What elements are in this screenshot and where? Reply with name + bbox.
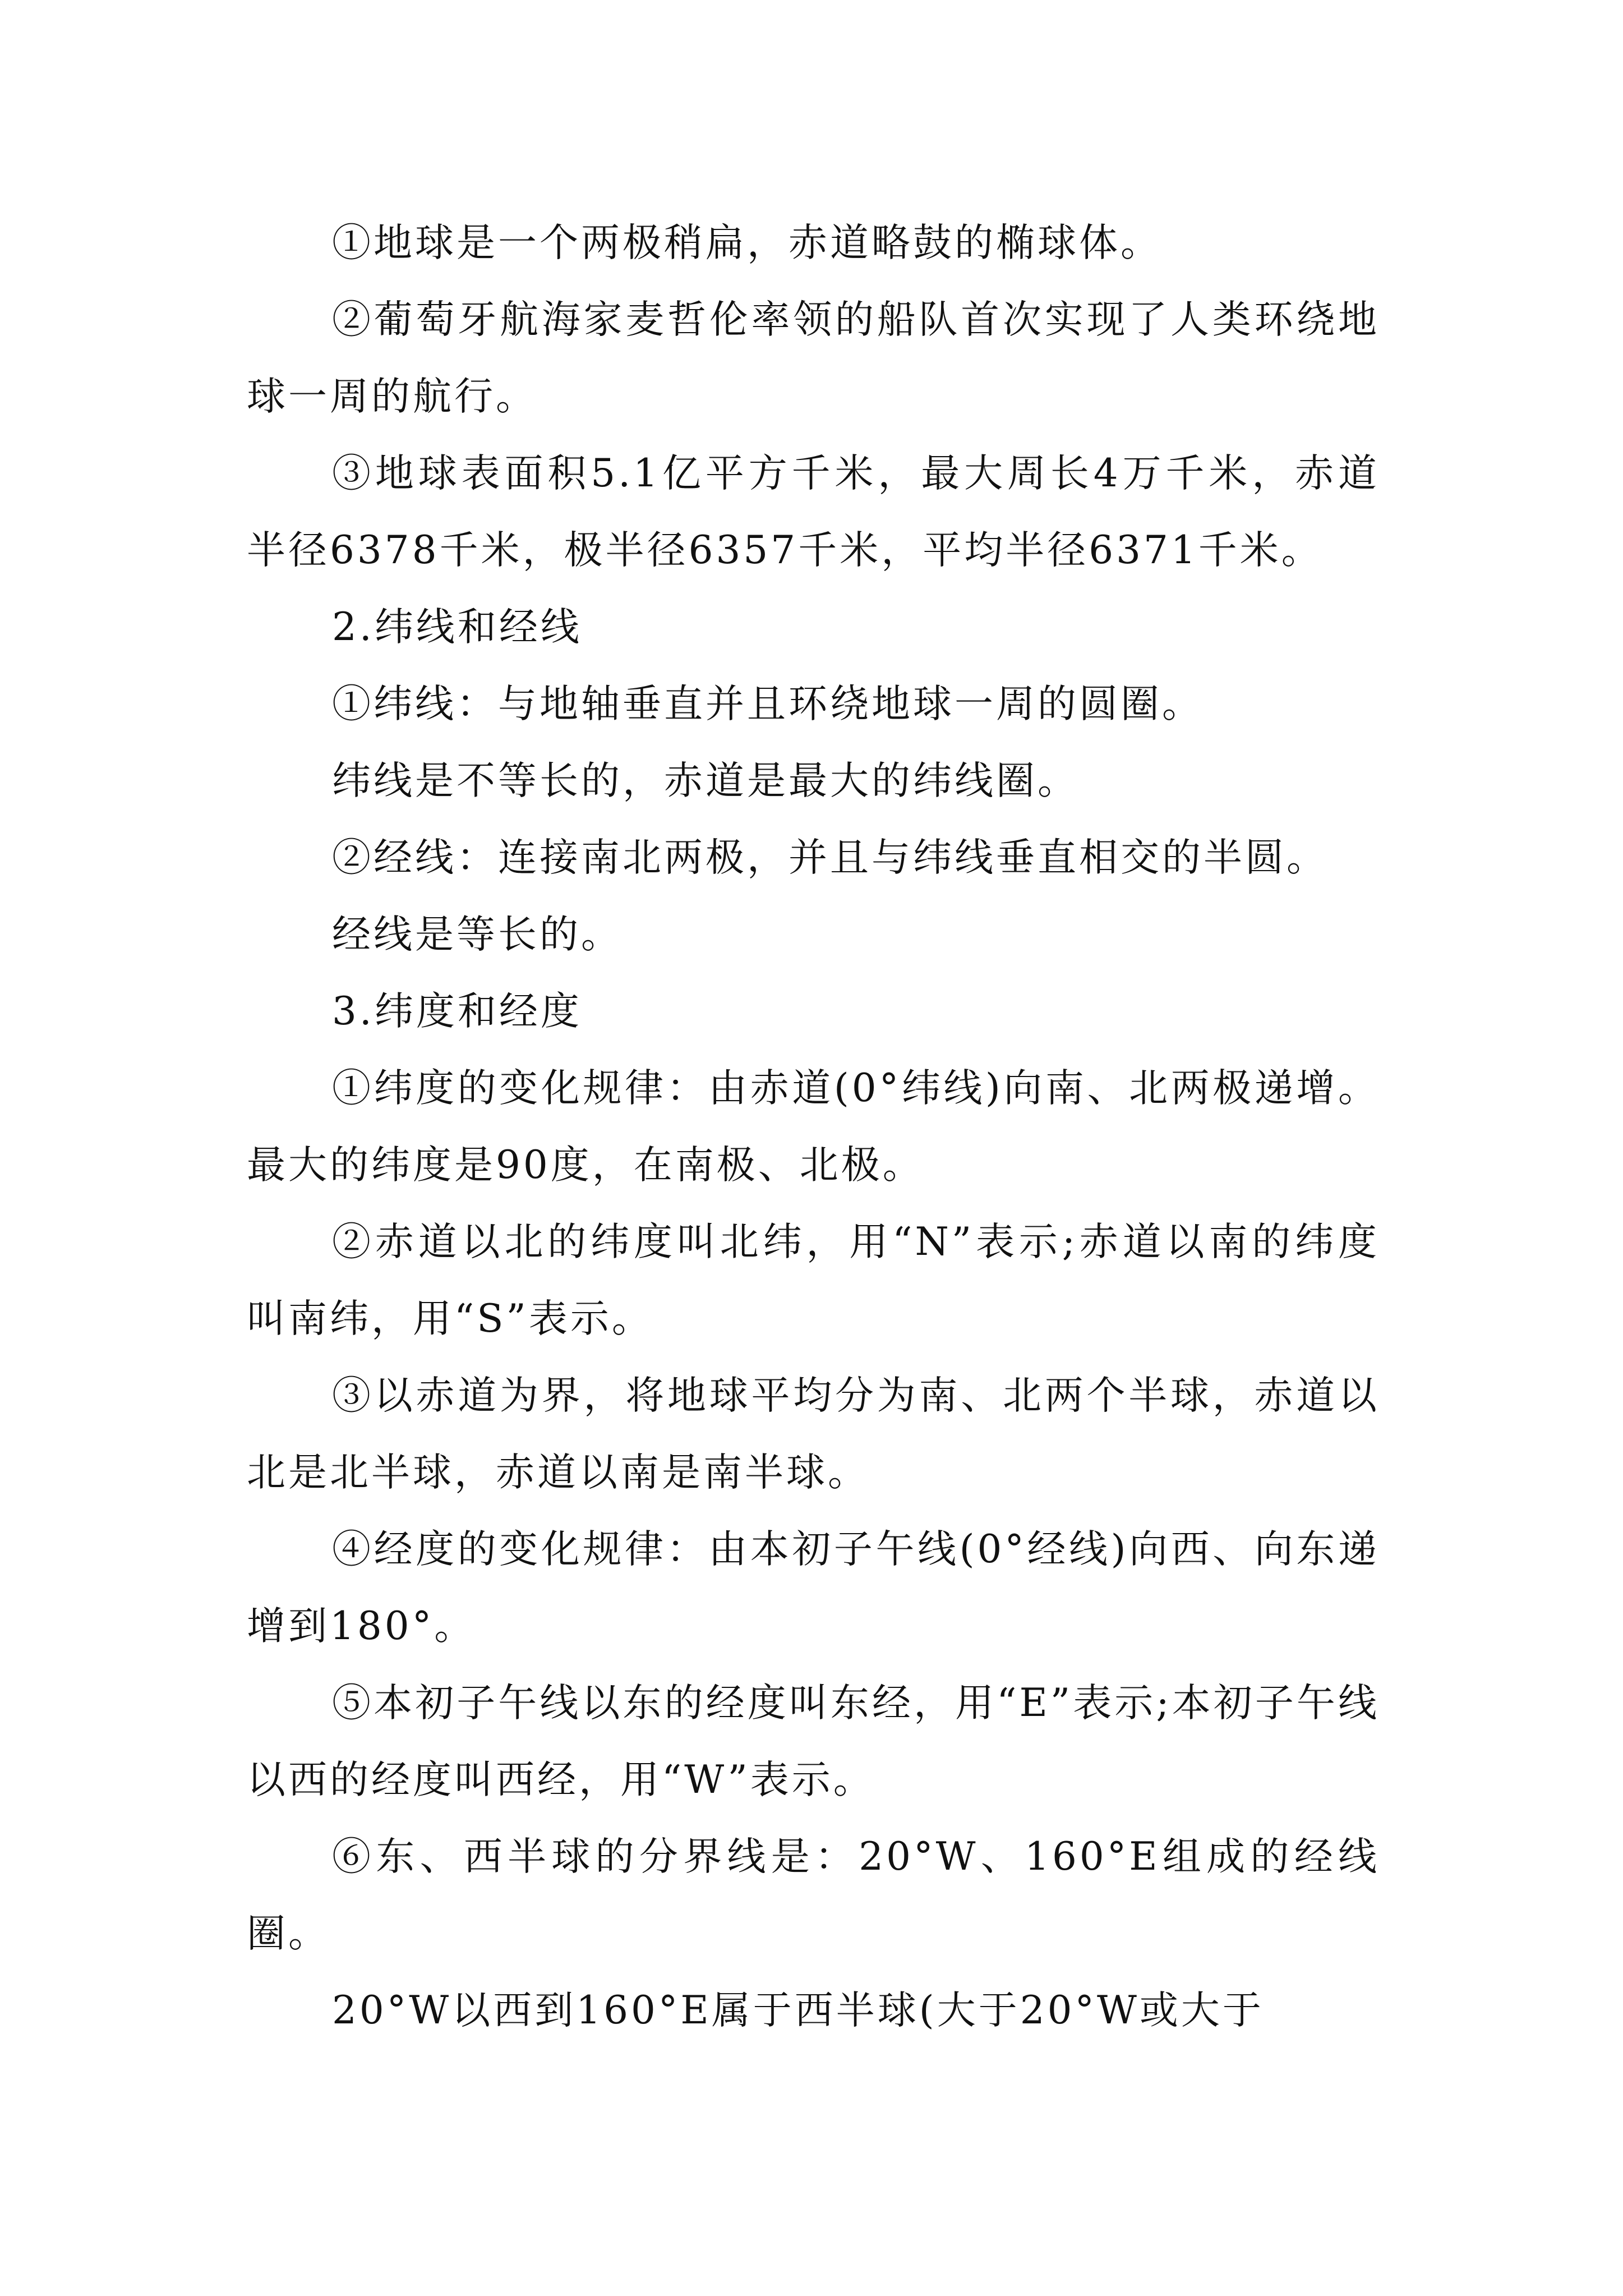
document-body bbox=[247, 205, 1380, 2049]
paragraph-latitude-line-length: 纬线是不等长的，赤道是最大的纬线圈。 bbox=[332, 758, 1079, 803]
paragraph-latitude-pattern: ①纬度的变化规律：由赤道(0°纬线)向南、北两极递增。最大的纬度是90度，在南极、北极。 bbox=[247, 1066, 1380, 1188]
section-heading-latitude-longitude-lines: 2.纬线和经线 bbox=[332, 605, 582, 650]
paragraph-earth-shape: ①地球是一个两极稍扁，赤道略鼓的椭球体。 bbox=[332, 220, 1162, 265]
section-heading-latitude-longitude: 3.纬度和经度 bbox=[332, 989, 582, 1034]
paragraph-longitude-pattern: ④经度的变化规律：由本初子午线(0°经线)向西、向东递增到180°。 bbox=[247, 1527, 1380, 1649]
paragraph-magellan-voyage: ②葡萄牙航海家麦哲伦率领的船队首次实现了人类环绕地球一周的航行。 bbox=[247, 297, 1380, 419]
paragraph-hemisphere-boundary: ⑥东、西半球的分界线是：20°W、160°E组成的经线圈。 bbox=[247, 1834, 1380, 1956]
paragraph-longitude-line-length: 经线是等长的。 bbox=[332, 912, 623, 957]
paragraph-east-west-longitude: ⑤本初子午线以东的经度叫东经，用“E”表示;本初子午线以西的经度叫西经，用“W”表示。 bbox=[247, 1681, 1380, 1802]
paragraph-hemispheres-equator: ③以赤道为界，将地球平均分为南、北两个半球，赤道以北是北半球，赤道以南是南半球。 bbox=[247, 1373, 1380, 1495]
paragraph-longitude-line-definition: ②经线：连接南北两极，并且与纬线垂直相交的半圆。 bbox=[332, 835, 1328, 880]
paragraph-western-hemisphere-range: 20°W以西到160°E属于西半球(大于20°W或大于 bbox=[332, 1988, 1264, 2033]
paragraph-latitude-line-definition: ①纬线：与地轴垂直并且环绕地球一周的圆圈。 bbox=[332, 682, 1204, 726]
paragraph-earth-dimensions: ③地球表面积5.1亿平方千米，最大周长4万千米，赤道半径6378千米，极半径6357千米，平均半径6371千米。 bbox=[247, 451, 1380, 573]
paragraph-north-south-latitude: ②赤道以北的纬度叫北纬，用“N”表示;赤道以南的纬度叫南纬，用“S”表示。 bbox=[247, 1220, 1380, 1341]
